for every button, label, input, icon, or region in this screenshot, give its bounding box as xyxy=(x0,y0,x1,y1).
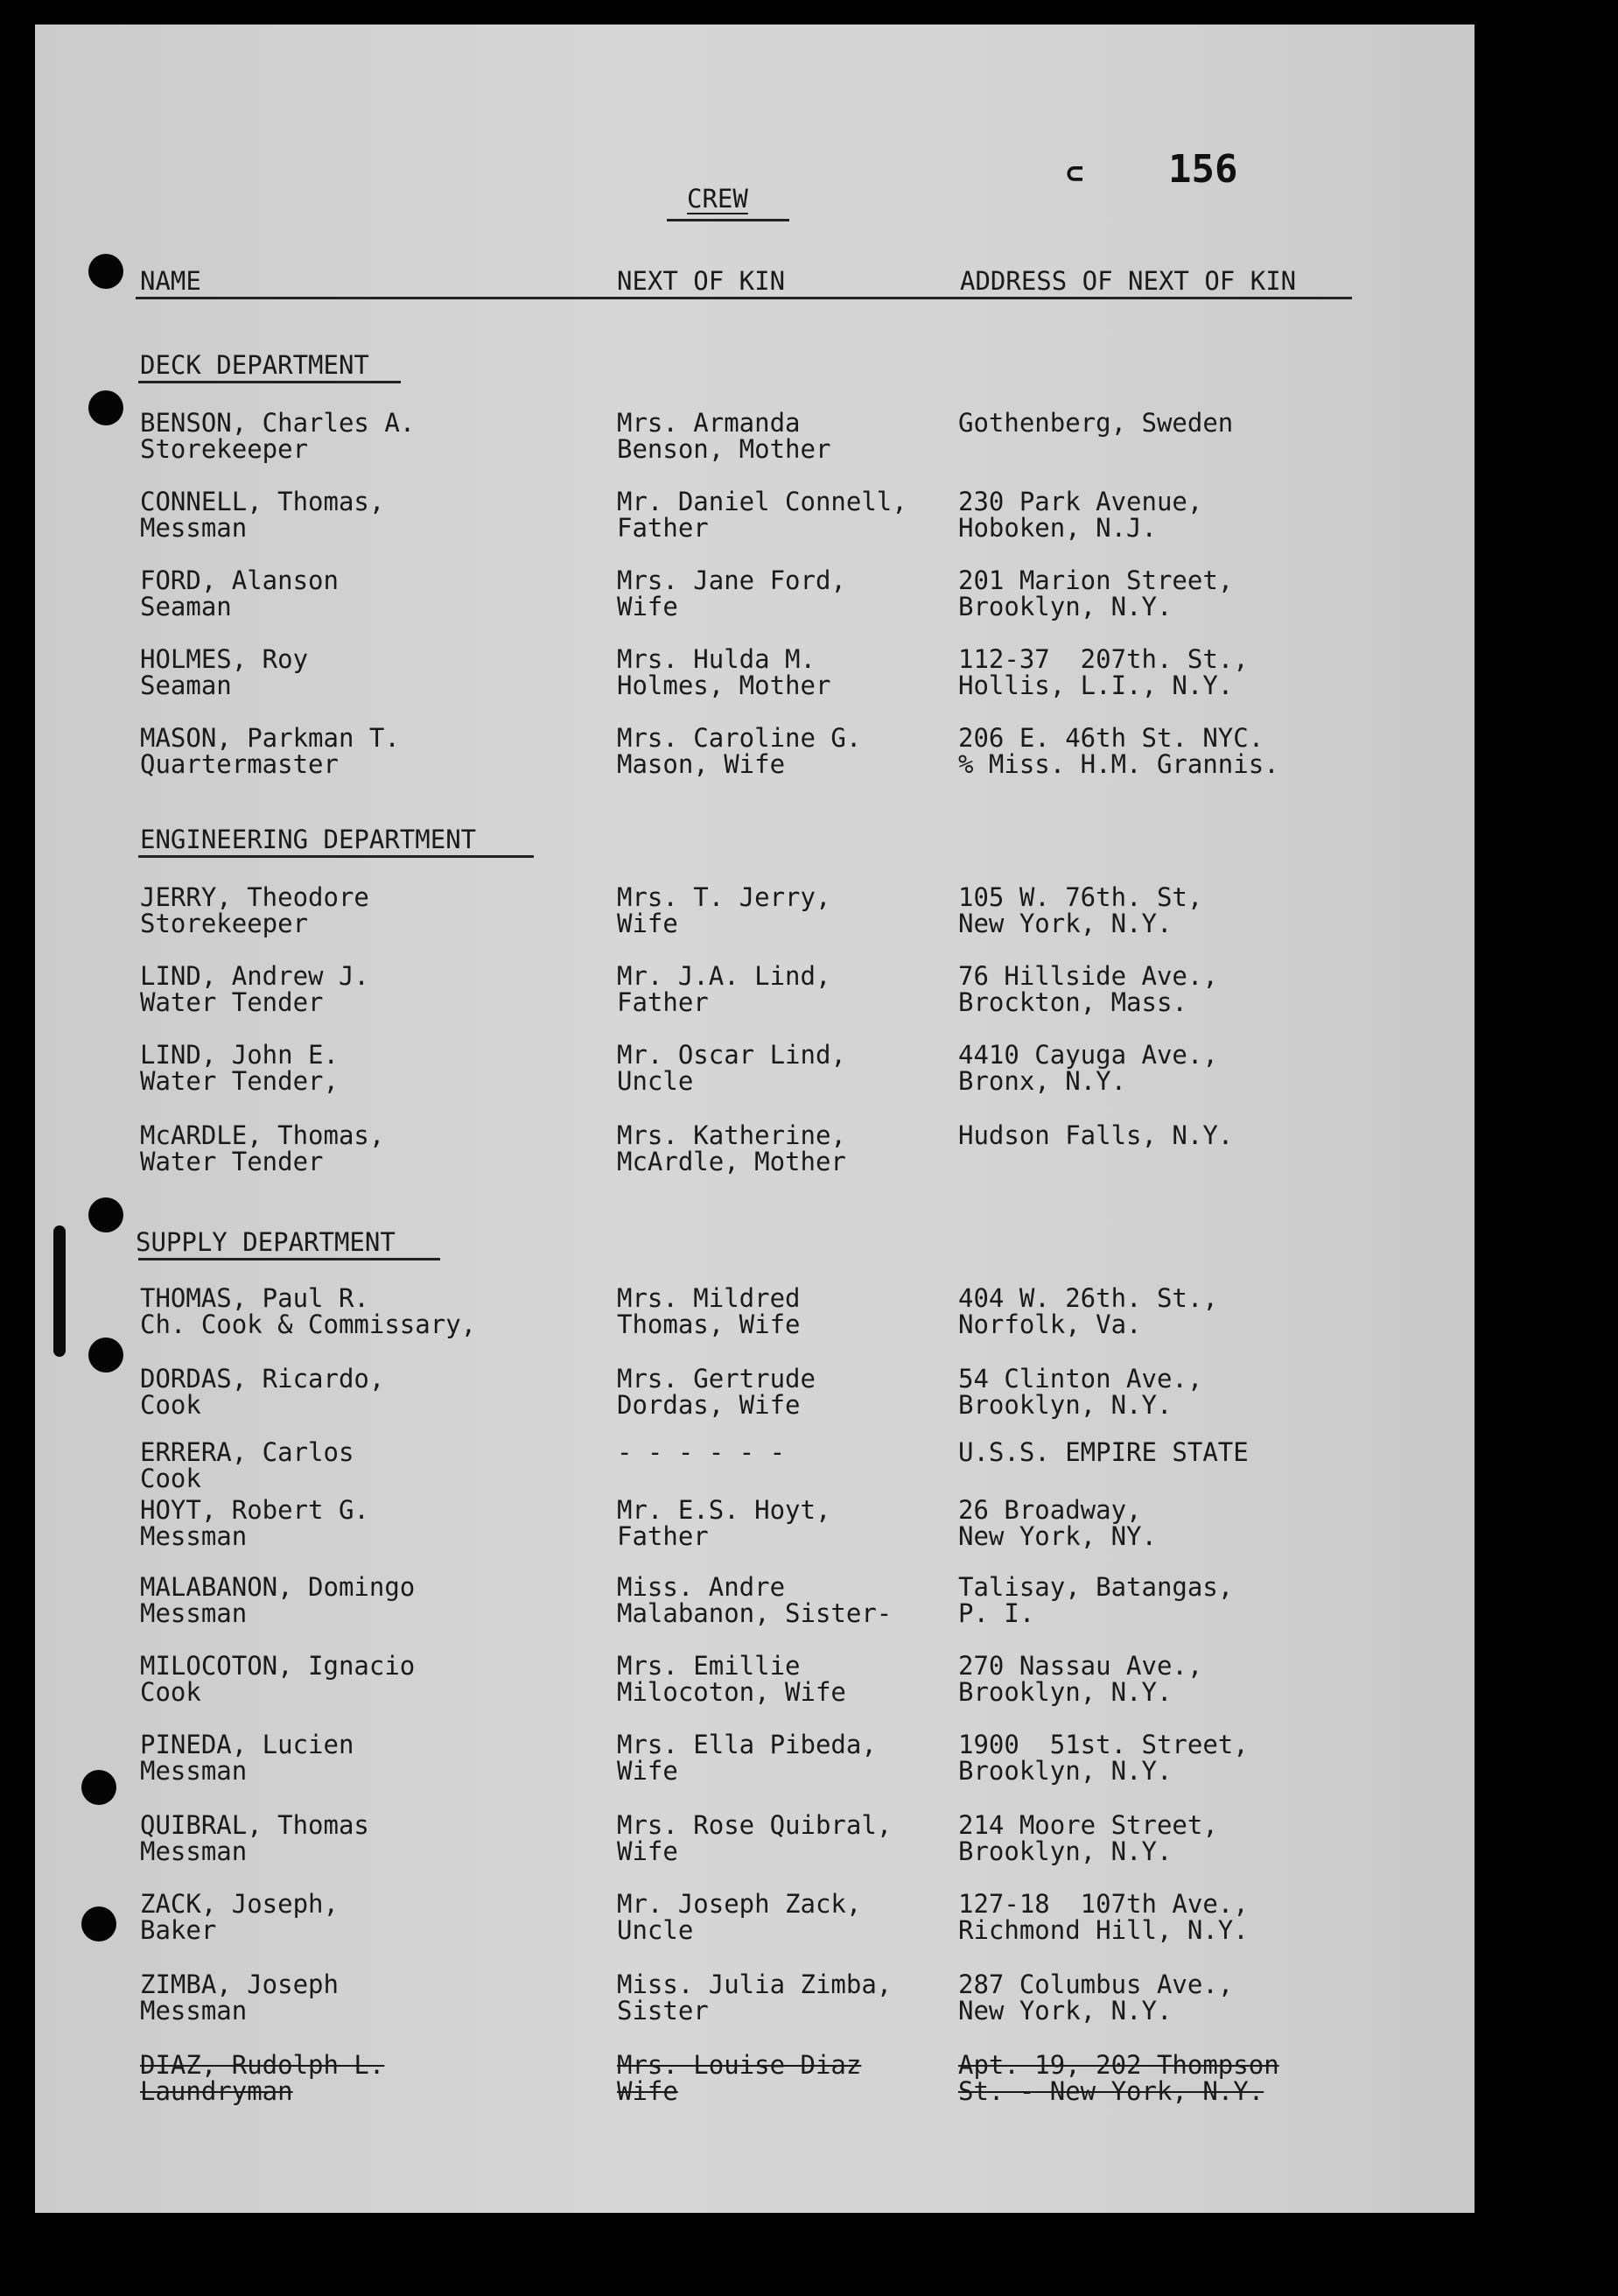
column-header-next-of-kin: NEXT OF KIN xyxy=(617,266,786,296)
crew-name: LIND, Andrew J. Water Tender xyxy=(140,961,369,1017)
ink-stain xyxy=(53,1225,66,1357)
next-of-kin-address: 287 Columbus Ave., New York, N.Y. xyxy=(958,1970,1234,2026)
next-of-kin-address: 201 Marion Street, Brooklyn, N.Y. xyxy=(958,565,1234,621)
next-of-kin: Mr. Oscar Lind, Uncle xyxy=(617,1040,846,1096)
crew-name: BENSON, Charles A. Storekeeper xyxy=(140,408,416,464)
crew-name: CONNELL, Thomas, Messman xyxy=(140,487,385,543)
punch-hole xyxy=(81,1770,116,1805)
next-of-kin: Mrs. Armanda Benson, Mother xyxy=(617,408,831,464)
department-underline xyxy=(138,381,401,383)
next-of-kin-address: Apt. 19, 202 Thompson St. - New York, N.Y. xyxy=(958,2050,1279,2106)
page-mark: ⊂ xyxy=(1066,156,1084,191)
title-underline xyxy=(667,219,789,221)
crew-name: JERRY, Theodore Storekeeper xyxy=(140,882,369,938)
next-of-kin: Miss. Andre Malabanon, Sister- xyxy=(617,1572,893,1628)
department-heading: DECK DEPARTMENT xyxy=(140,350,369,380)
next-of-kin: Mr. E.S. Hoyt, Father xyxy=(617,1495,831,1551)
department-underline xyxy=(138,1258,440,1260)
next-of-kin: Mrs. Ella Pibeda, Wife xyxy=(617,1730,877,1786)
next-of-kin: Mrs. Louise Diaz Wife xyxy=(617,2050,862,2106)
next-of-kin-address: 404 W. 26th. St., Norfolk, Va. xyxy=(958,1283,1218,1339)
punch-hole xyxy=(81,1906,116,1941)
crew-name: QUIBRAL, Thomas Messman xyxy=(140,1810,369,1866)
crew-name: HOLMES, Roy Seaman xyxy=(140,644,309,700)
crew-name: ZACK, Joseph, Baker xyxy=(140,1889,339,1945)
crew-name: DIAZ, Rudolph L. Laundryman xyxy=(140,2050,385,2106)
department-heading: SUPPLY DEPARTMENT xyxy=(136,1227,396,1257)
crew-name: McARDLE, Thomas, Water Tender xyxy=(140,1120,385,1176)
next-of-kin-address: 206 E. 46th St. NYC. % Miss. H.M. Grannis. xyxy=(958,723,1279,779)
crew-name: FORD, Alanson Seaman xyxy=(140,565,339,621)
next-of-kin: Mrs. Emillie Milocoton, Wife xyxy=(617,1651,846,1707)
punch-hole xyxy=(88,1338,123,1373)
crew-name: PINEDA, Lucien Messman xyxy=(140,1730,354,1786)
next-of-kin: Mrs. Rose Quibral, Wife xyxy=(617,1810,893,1866)
crew-name: THOMAS, Paul R. Ch. Cook & Commissary, xyxy=(140,1283,477,1339)
next-of-kin: Mrs. Gertrude Dordas, Wife xyxy=(617,1364,816,1420)
next-of-kin: Mrs. T. Jerry, Wife xyxy=(617,882,831,938)
next-of-kin-address: Talisay, Batangas, P. I. xyxy=(958,1572,1234,1628)
department-heading: ENGINEERING DEPARTMENT xyxy=(140,825,477,854)
crew-name: DORDAS, Ricardo, Cook xyxy=(140,1364,385,1420)
column-header-address: ADDRESS OF NEXT OF KIN xyxy=(960,266,1297,296)
next-of-kin-address: 270 Nassau Ave., Brooklyn, N.Y. xyxy=(958,1651,1203,1707)
column-header-name: NAME xyxy=(140,266,201,296)
next-of-kin: Mrs. Katherine, McArdle, Mother xyxy=(617,1120,846,1176)
next-of-kin-address: 26 Broadway, New York, NY. xyxy=(958,1495,1157,1551)
crew-name: HOYT, Robert G. Messman xyxy=(140,1495,369,1551)
punch-hole xyxy=(88,390,123,425)
crew-name: LIND, John E. Water Tender, xyxy=(140,1040,339,1096)
department-underline xyxy=(138,855,534,858)
next-of-kin: Mrs. Caroline G. Mason, Wife xyxy=(617,723,862,779)
crew-name: MASON, Parkman T. Quartermaster xyxy=(140,723,400,779)
next-of-kin: Mr. Daniel Connell, Father xyxy=(617,487,907,543)
next-of-kin-address: 105 W. 76th. St, New York, N.Y. xyxy=(958,882,1203,938)
page-title: CREW xyxy=(687,184,748,214)
next-of-kin-address: 230 Park Avenue, Hoboken, N.J. xyxy=(958,487,1203,543)
next-of-kin-address: 214 Moore Street, Brooklyn, N.Y. xyxy=(958,1810,1218,1866)
next-of-kin-address: U.S.S. EMPIRE STATE xyxy=(958,1437,1249,1467)
next-of-kin: Mr. J.A. Lind, Father xyxy=(617,961,831,1017)
next-of-kin: Mrs. Hulda M. Holmes, Mother xyxy=(617,644,831,700)
next-of-kin: Mrs. Mildred Thomas, Wife xyxy=(617,1283,801,1339)
crew-name: MILOCOTON, Ignacio Cook xyxy=(140,1651,416,1707)
crew-name: ERRERA, Carlos Cook xyxy=(140,1437,354,1493)
next-of-kin-address: Gothenberg, Sweden xyxy=(958,408,1234,438)
punch-hole xyxy=(88,1197,123,1232)
punch-hole xyxy=(88,254,123,289)
next-of-kin-address: 4410 Cayuga Ave., Bronx, N.Y. xyxy=(958,1040,1218,1096)
next-of-kin: Mrs. Jane Ford, Wife xyxy=(617,565,846,621)
next-of-kin-address: 127-18 107th Ave., Richmond Hill, N.Y. xyxy=(958,1889,1249,1945)
next-of-kin: Mr. Joseph Zack, Uncle xyxy=(617,1889,862,1945)
next-of-kin-address: 112-37 207th. St., Hollis, L.I., N.Y. xyxy=(958,644,1249,700)
crew-name: ZIMBA, Joseph Messman xyxy=(140,1970,339,2026)
crew-name: MALABANON, Domingo Messman xyxy=(140,1572,416,1628)
next-of-kin-address: 54 Clinton Ave., Brooklyn, N.Y. xyxy=(958,1364,1203,1420)
next-of-kin-address: Hudson Falls, N.Y. xyxy=(958,1120,1234,1150)
header-rule xyxy=(136,297,1352,299)
page-number: 156 xyxy=(1168,147,1238,192)
next-of-kin: - - - - - - xyxy=(617,1437,786,1467)
next-of-kin: Miss. Julia Zimba, Sister xyxy=(617,1970,893,2026)
next-of-kin-address: 76 Hillside Ave., Brockton, Mass. xyxy=(958,961,1218,1017)
next-of-kin-address: 1900 51st. Street, Brooklyn, N.Y. xyxy=(958,1730,1249,1786)
